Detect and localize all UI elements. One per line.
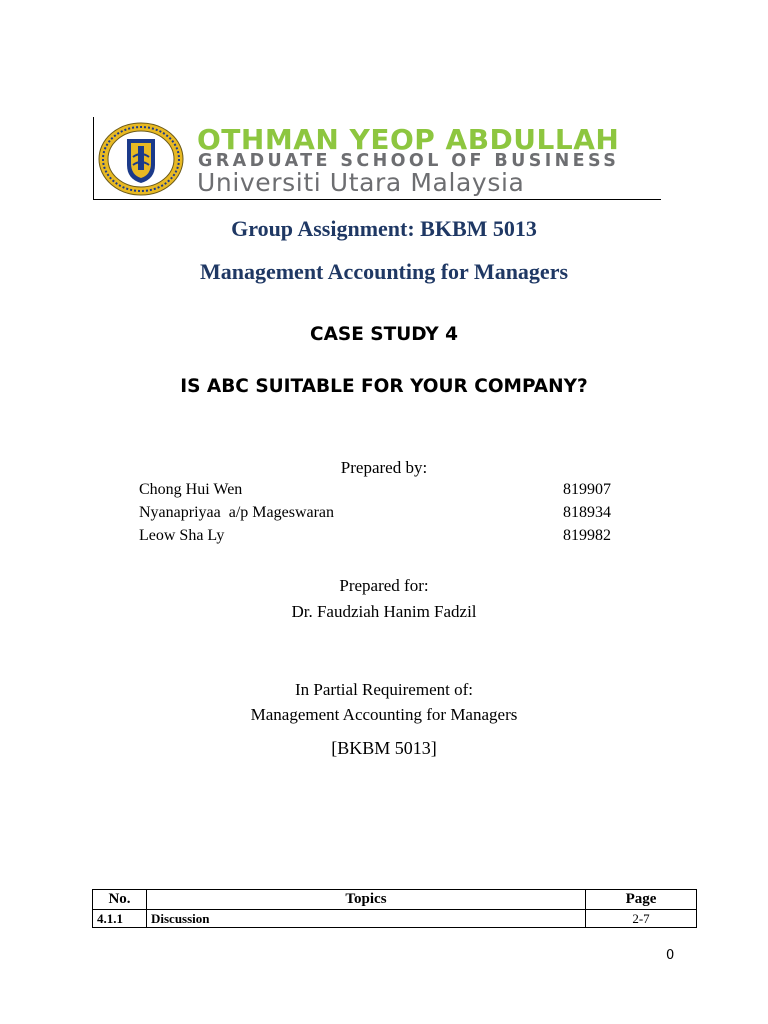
lecturer-name: Dr. Faudziah Hanim Fadzil (291, 602, 477, 621)
member-id: 818934 (563, 504, 611, 521)
assignment-title: Group Assignment: BKBM 5013 (231, 216, 537, 241)
requirement-label: In Partial Requirement of: (295, 680, 473, 699)
requirement-code: [BKBM 5013] (331, 738, 437, 758)
requirement-course: Management Accounting for Managers (250, 705, 518, 724)
brand-university-line: Universiti Utara Malaysia (197, 168, 525, 197)
table-row (93, 910, 697, 928)
row-number: 4.1.1 (93, 910, 147, 928)
course-title: Management Accounting for Managers (199, 259, 569, 284)
member-name: Nyanapriyaa a/p Mageswaran (139, 504, 335, 521)
member-name: Chong Hui Wen (139, 481, 243, 498)
case-question-heading: IS ABC SUITABLE FOR YOUR COMPANY? (180, 376, 588, 397)
university-seal-logo (97, 121, 185, 197)
member-id: 819907 (563, 481, 611, 498)
column-header-page: Page (586, 890, 697, 910)
brand-name-line: OTHMAN YEOP ABDULLAH (197, 123, 620, 156)
member-name: Leow Sha Ly (139, 527, 225, 544)
member-row (139, 481, 611, 503)
page-number: 0 (666, 948, 675, 963)
topics-table (92, 889, 697, 928)
member-id: 819982 (563, 527, 611, 544)
case-study-heading: CASE STUDY 4 (310, 324, 458, 345)
prepared-by-label: Prepared by: (340, 458, 428, 477)
brand-school-line: GRADUATE SCHOOL OF BUSINESS (198, 151, 620, 171)
table-header-row (93, 890, 697, 910)
header-banner (93, 117, 661, 200)
row-topic: Discussion (147, 910, 586, 928)
row-page: 2-7 (586, 910, 697, 928)
member-row (139, 504, 611, 526)
column-header-no: No. (93, 890, 147, 910)
prepared-for-label: Prepared for: (339, 576, 429, 595)
column-header-topics: Topics (147, 890, 586, 910)
member-row (139, 527, 611, 549)
